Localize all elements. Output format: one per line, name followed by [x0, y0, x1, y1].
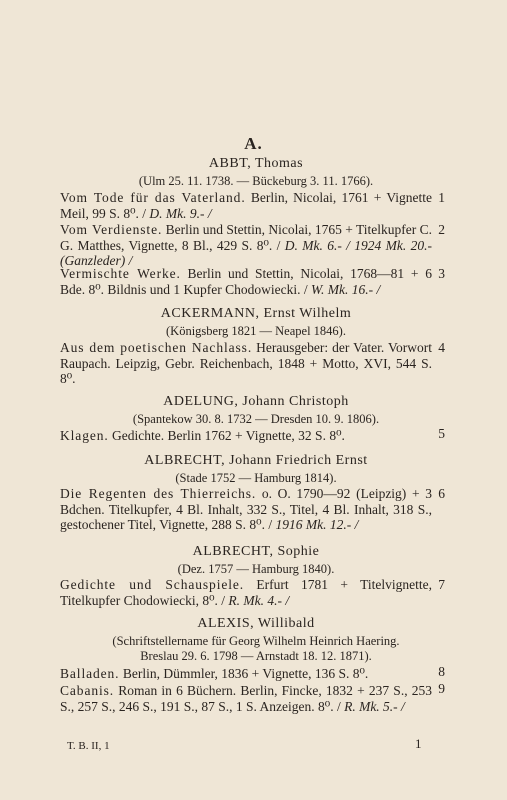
entry-description: Herausgeber: der Vater. Vorwort Raupach. Leipzig, Gebr. Reichenbach, 1848 + Motto, XVI, 544 S. 8⁰. [60, 340, 432, 386]
author-name: ALBRECHT, Sophie [192, 544, 320, 559]
author-life-dates: (Schriftstellername für Georg Wilhelm Heinrich Haering. [112, 634, 400, 648]
entry-number: 6 [438, 486, 445, 501]
entry-number: 3 [438, 266, 445, 281]
entry-description: o. O. 1790—92 (Leipzig) + 3 Bdchen. Titelkupfer, 4 Bl. Inhalt, 332 S., Titel, 4 Bl. Inhalt, 318 S., gestochener Titel, Vignette, 288 S. 8⁰. / [60, 486, 432, 532]
printer-signature: T. B. II, 1 [67, 740, 110, 752]
entry-price: R. Mk. 4.- / [225, 592, 290, 608]
author-life-dates: (Stade 1752 — Hamburg 1814). [175, 471, 337, 485]
author-name: ACKERMANN, Ernst Wilhelm [160, 306, 352, 321]
entry-price: 1916 Mk. 12.- / [272, 517, 359, 532]
entry-description: Berlin, Dümmler, 1836 + Vignette, 136 S. 8⁰. [119, 666, 369, 681]
entry-number: 4 [438, 340, 445, 355]
entry-price: D. Mk. 6.- / 1924 Mk. 20.- (Ganzleder) / [60, 237, 432, 268]
entry-price: D. Mk. 9.- / [146, 205, 212, 221]
entry-title: Vom Tode für das Vaterland. [60, 190, 246, 205]
entry-title: Vermischte Werke. [60, 266, 181, 281]
entry-number: 2 [438, 222, 445, 237]
author-name: ALEXIS, Willibald [197, 616, 315, 631]
page-number: 1 [415, 736, 422, 751]
entry-description: Berlin und Stettin, Nicolai, 1768—81 + 6 Bde. 8⁰. Bildnis und 1 Kupfer Chodowiecki. / [60, 266, 432, 297]
author-life-dates: Breslau 29. 6. 1798 — Arnstadt 18. 12. 1871). [140, 649, 372, 663]
entry-description: Berlin, Nicolai, 1761 + Vignette Meil, 99 S. 8⁰. / [60, 190, 432, 221]
author-life-dates: (Königsberg 1821 — Neapel 1846). [166, 324, 346, 338]
entry-description: Erfurt 1781 + Titelvignette, Titelkupfer Chodowiecki, 8⁰. / [60, 577, 432, 608]
catalog-entry [60, 683, 432, 714]
author-life-dates: (Spantekow 30. 8. 1732 — Dresden 10. 9. 1806). [132, 412, 380, 426]
entry-number: 8 [438, 664, 445, 679]
author-life-dates: (Ulm 25. 11. 1738. — Bückeburg 3. 11. 1766). [138, 174, 374, 188]
entry-number: 9 [438, 681, 445, 696]
author-name: ABBT, Thomas [208, 156, 304, 171]
catalog-entry [60, 266, 432, 297]
catalog-entry [60, 428, 432, 444]
catalog-entry [60, 666, 432, 682]
catalog-entry [60, 340, 432, 387]
entry-title: Die Regenten des Thierreichs. [60, 486, 257, 501]
catalog-entry [60, 222, 432, 269]
entry-title: Aus dem poetischen Nachlass. [60, 340, 253, 355]
entry-title: Gedichte und Schauspiele. [60, 577, 245, 592]
section-letter: A. [244, 134, 263, 153]
entry-number: 1 [438, 190, 445, 205]
entry-title: Vom Verdienste. [60, 222, 163, 237]
entry-price: W. Mk. 16.- / [307, 281, 381, 297]
entry-title: Klagen. [60, 428, 109, 443]
author-life-dates: (Dez. 1757 — Hamburg 1840). [177, 562, 335, 576]
catalog-entry [60, 577, 432, 608]
entry-title: Balladen. [60, 666, 120, 681]
catalog-entry [60, 190, 432, 221]
author-name: ALBRECHT, Johann Friedrich Ernst [144, 453, 368, 468]
entry-price: R. Mk. 5.- / [340, 698, 405, 714]
author-name: ADELUNG, Johann Christoph [163, 394, 349, 409]
entry-number: 5 [438, 426, 445, 441]
catalog-entry [60, 486, 432, 533]
entry-description: Roman in 6 Büchern. Berlin, Fincke, 1832 + 237 S., 253 S., 257 S., 246 S., 191 S., 87 S., 1 S. Anzeigen. 8⁰. / [60, 683, 432, 714]
entry-description: Berlin und Stettin, Nicolai, 1765 + Titelkupfer C. G. Matthes, Vignette, 8 Bl., 429 S. 8⁰. / [60, 222, 432, 253]
entry-description: Gedichte. Berlin 1762 + Vignette, 32 S. 8⁰. [108, 428, 345, 443]
entry-number: 7 [438, 577, 445, 592]
entry-title: Cabanis. [60, 683, 115, 698]
